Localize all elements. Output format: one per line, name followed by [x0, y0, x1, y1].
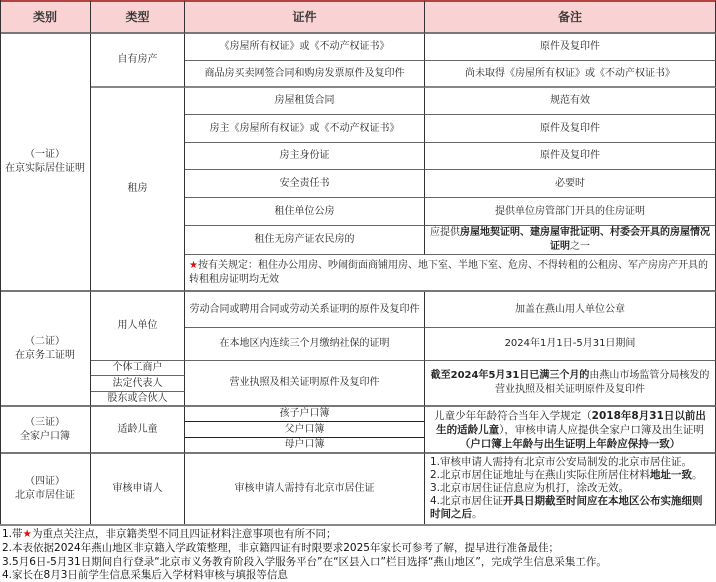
rental-note	[185, 255, 716, 292]
remark-text: 截至2024年5月31日已满三个月的由燕山市场监管分局核发的营业执照及相关证明原件及复印件	[430, 370, 710, 395]
type-legal-rep: 法定代表人	[91, 376, 185, 392]
remark-cell: 提供单位房管部门开具的住房证明	[425, 198, 716, 226]
doc-cell: 房屋租赁合同	[185, 88, 425, 115]
type-own-property: 自有房产	[91, 34, 185, 88]
doc-cell: 房主《房屋所有权证》或《不动产权证书》	[185, 115, 425, 143]
remark-cell: 原件及复印件	[425, 143, 716, 170]
doc-cell: 母户口簿	[185, 438, 425, 454]
doc-cell: 营业执照及相关证明原件及复印件	[185, 361, 425, 407]
rental-note-text: ★按有关规定：租住办公用房、吵闹街面商铺用房、地下室、半地下室、危房、不得转租的公租房、军产房房产开具的转租租房证明均无效	[189, 259, 708, 285]
doc-cell: 在本地区内连续三个月缴纳社保的证明	[185, 328, 425, 361]
remark-item: 1.审核申请人需持有北京市公安局制发的北京市居住证。	[430, 456, 693, 468]
category-cert4-label: （四证）	[25, 476, 65, 487]
type-employer: 用人单位	[91, 292, 185, 361]
remark-list	[425, 454, 716, 525]
remark-cell: 必要时	[425, 170, 716, 198]
type-individual-business: 个体工商户	[91, 361, 185, 376]
doc-cell: 审核申请人需持有北京市居住证	[185, 454, 425, 525]
header-remark: 备注	[425, 0, 716, 34]
header-document: 证件	[185, 0, 425, 34]
doc-cell: 安全责任书	[185, 170, 425, 198]
doc-cell: 劳动合同或聘用合同或劳动关系证明的原件及复印件	[185, 292, 425, 328]
category-cert3-label: （三证）	[25, 416, 65, 428]
remark-cell: 加盖在燕山用人单位公章	[425, 292, 716, 328]
doc-cell: 房主身份证	[185, 143, 425, 170]
type-shareholder: 股东或合伙人	[91, 392, 185, 407]
category-cert3-title: 全家户口簿	[20, 430, 70, 442]
category-cert2-label: （二证）	[25, 335, 65, 347]
remark-cell	[425, 407, 716, 454]
header-category: 类别	[0, 0, 91, 34]
remark-item: 2.北京市居住证地址与在燕山实际住所居住材料地址一致。	[430, 469, 703, 481]
footnote-4: 4.家长在8月3日前学生信息采集后入学材料审核与填报等信息	[2, 569, 288, 581]
remark-cell: 规范有效	[425, 88, 716, 115]
star-icon: ★	[189, 259, 198, 271]
doc-cell: 《房屋所有权证》或《不动产权证书》	[185, 34, 425, 61]
remark-text: 应提供房屋地契证明、建房屋审批证明、村委会开具的房屋情况证明之一	[430, 227, 710, 252]
remark-cell	[425, 361, 716, 407]
doc-cell: 孩子户口簿	[185, 407, 425, 422]
footnote-1: 1.带★为重点关注点，非京籍类型不同且四证材料注意事项也有所不同；	[2, 528, 337, 540]
type-school-age-child: 适龄儿童	[91, 407, 185, 454]
category-cert1-label: （一证）	[25, 149, 65, 160]
category-cert1-title: 在京实际居住证明	[5, 163, 85, 174]
category-cert4	[0, 454, 91, 525]
doc-cell: 商品房买卖网签合同和购房发票原件及复印件	[185, 61, 425, 88]
doc-cell: 租住单位公房	[185, 198, 425, 226]
remark-item: 3.北京市居住证信息应为机打，涂改无效。	[430, 482, 630, 494]
remark-cell: 2024年1月1日-5月31日期间	[425, 328, 716, 361]
category-cert4-title: 北京市居住证	[15, 490, 75, 501]
footnote-3: 3.5月6日-5月31日期间自行登录“北京市义务教育阶段入学服务平台”在“区县入口”栏目选择“燕山地区”，完成学生信息采集工作。	[2, 556, 607, 568]
doc-cell: 父户口簿	[185, 422, 425, 438]
header-type: 类型	[91, 0, 185, 34]
remark-item: 4.北京市居住证开具日期截至时间应在本地区公布实施细则时间之后。	[430, 495, 703, 520]
category-cert2	[0, 292, 91, 407]
remark-cell: 尚未取得《房屋所有权证》或《不动产权证书》	[425, 61, 716, 88]
category-cert3	[0, 407, 91, 454]
remark-cell: 原件及复印件	[425, 115, 716, 143]
category-cert1	[0, 34, 91, 292]
remark-text: 儿童少年年龄符合当年入学规定（2018年8月31日以前出生的适龄儿童），审核申请人应提供全家户口簿及出生证明（户口簿上年龄与出生证明上年龄应保持一致）	[434, 409, 706, 450]
doc-cell: 租住无房产证农民房的	[185, 226, 425, 255]
type-applicant: 审核申请人	[91, 454, 185, 525]
remark-cell: 原件及复印件	[425, 34, 716, 61]
table-bottom-rule	[0, 524, 716, 526]
remark-cell	[425, 226, 716, 255]
footnote-2: 2.本表依据2024年燕山地区非京籍入学政策整理，非京籍四证有时限要求2025年家长可参考了解，提早进行准备最佳；	[2, 542, 559, 554]
category-cert2-title: 在京务工证明	[15, 349, 75, 361]
star-icon: ★	[22, 528, 32, 540]
type-rental: 租房	[91, 88, 185, 292]
